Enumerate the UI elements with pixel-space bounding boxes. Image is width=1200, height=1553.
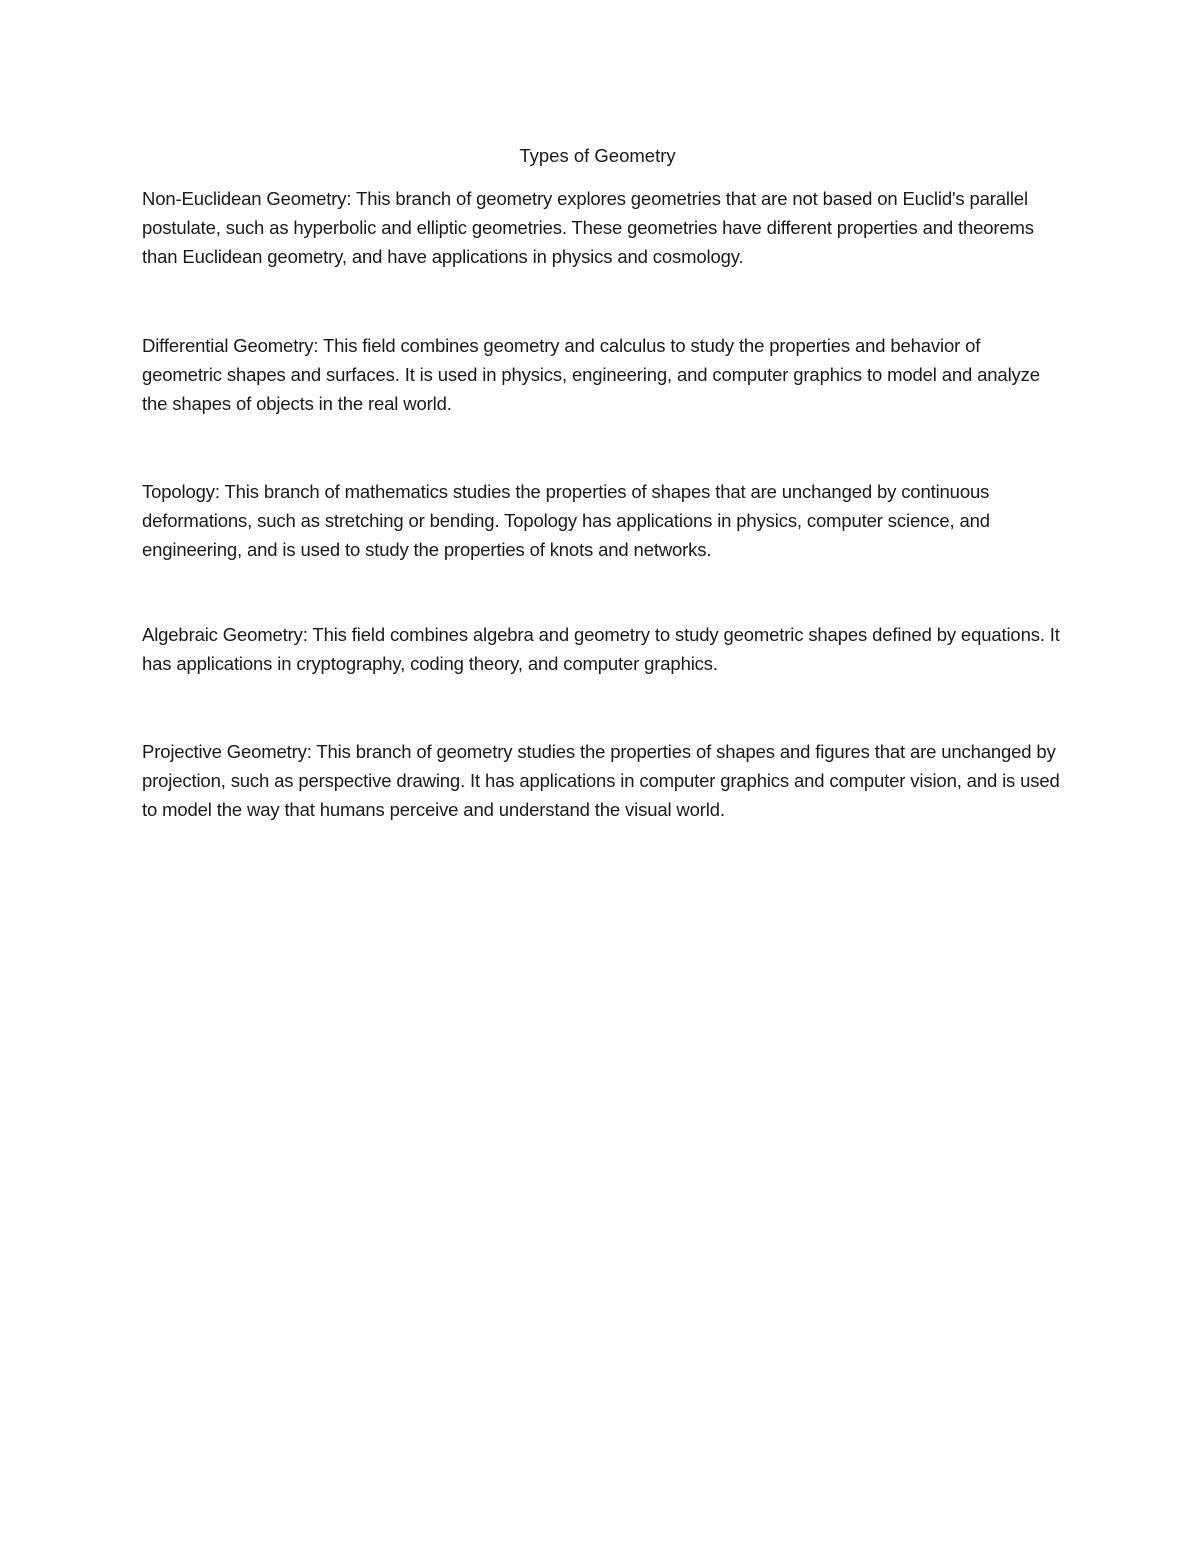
paragraph-algebraic-geometry: Algebraic Geometry: This field combines algebra and geometry to study geometric shapes defined by equations. It has applications in cryptography, coding theory, and computer graphics. [142,624,1060,674]
document-title: Types of Geometry [519,145,676,166]
paragraph-topology: Topology: This branch of mathematics studies the properties of shapes that are unchanged by continuous deformations, such as stretching or bending. Topology has applications in physics, computer science, and engineering, and is used to study the properties of knots and networks. [142,481,990,560]
paragraph-differential-geometry: Differential Geometry: This field combines geometry and calculus to study the properties and behavior of geometric shapes and surfaces. It is used in physics, engineering, and computer graphics to model and analyze the shapes of objects in the real world. [142,335,1040,414]
paragraph-non-euclidean-geometry: Non-Euclidean Geometry: This branch of geometry explores geometries that are not based on Euclid's parallel postulate, such as hyperbolic and elliptic geometries. These geometries have different properties and theorems than Euclidean geometry, and have applications in physics and cosmology. [142,188,1034,267]
paragraph-projective-geometry: Projective Geometry: This branch of geometry studies the properties of shapes and figures that are unchanged by projection, such as perspective drawing. It has applications in computer graphics and computer vision, and is used to model the way that humans perceive and understand the visual world. [142,741,1060,820]
